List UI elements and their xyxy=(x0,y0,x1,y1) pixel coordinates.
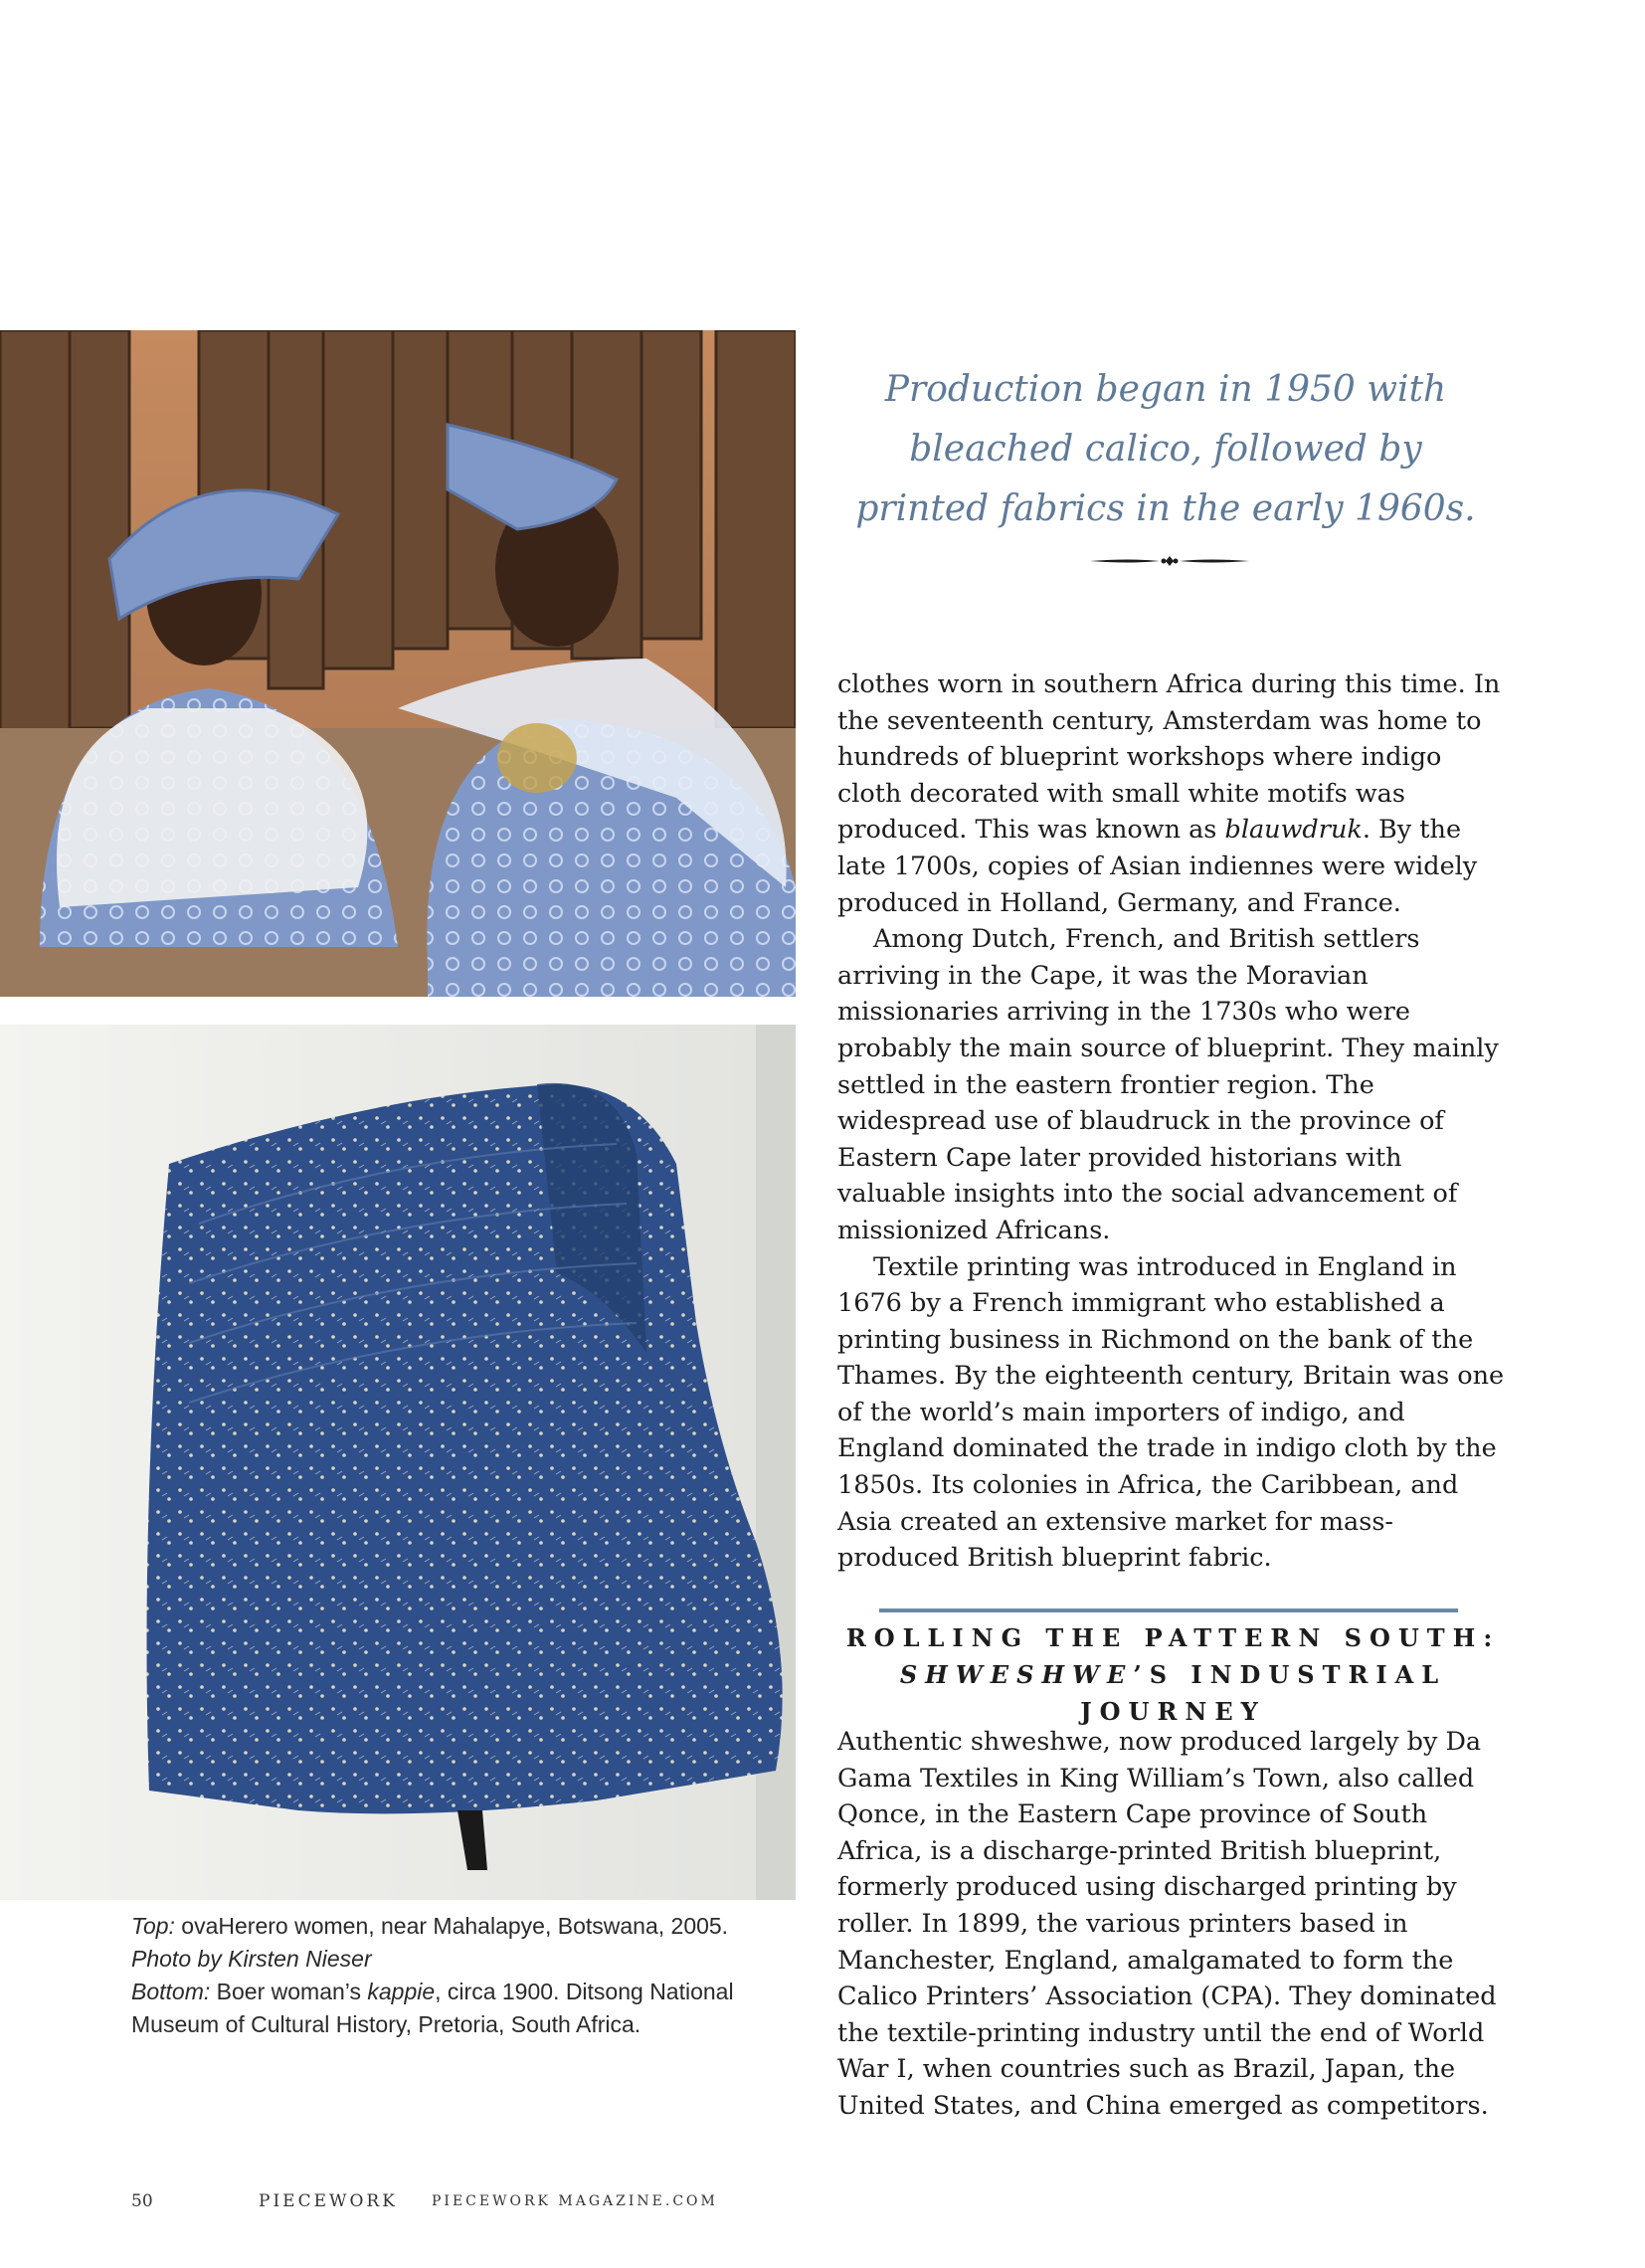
magazine-name: PIECEWORK xyxy=(259,2191,398,2211)
section-heading-line3: JOURNEY xyxy=(1080,1697,1266,1726)
caption-bottom-italic: kappie xyxy=(367,1979,436,2004)
caption-bottom-text-b: , circa 1900. Ditsong National Museum of Cultural History, Pretoria, South Africa. xyxy=(131,1979,734,2037)
paragraph: clothes worn in southern Africa during this time. In the seventeenth century, Amsterdam was home to hundreds of blueprint workshops where indigo cloth decorated with small white motifs was produced. This was known as blauwdruk. By the late 1700s, copies of Asian indiennes were widely produced in Holland, Germany, and France. xyxy=(837,669,1501,918)
article-body-upper xyxy=(837,666,1509,1577)
pull-quote: Production began in 1950 with bleached calico, followed by printed fabrics in the early 1960s. xyxy=(855,369,1476,529)
paragraph: Authentic shweshwe, now produced largely by Da Gama Textiles in King William’s Town, also called Qonce, in the Eastern Cape province of South Africa, is a discharge-printed British blueprint, formerly produced using discharged printing by roller. In 1899, the various printers based in Manchester, England, amalgamated to form the Calico Printers’ Association (CPA). They dominated the textile-printing industry until the end of World War I, when countries such as Brazil, Japan, the United States, and China emerged as competitors. xyxy=(837,1727,1497,2121)
caption-top-text: ovaHerero women, near Mahalapye, Botswana, 2005. xyxy=(174,1913,729,1939)
ornament-divider xyxy=(1090,553,1249,569)
paragraph: Textile printing was introduced in England in 1676 by a French immigrant who established a printing business in Richmond on the bank of the Thames. By the eighteenth century, Britain was one of the world’s main importers of indigo, and England dominated the trade in indigo cloth by the 1850s. Its colonies in Africa, the Caribbean, and Asia created an extensive market for mass-produced British blueprint fabric. xyxy=(837,1251,1505,1574)
caption-bottom-text-a: Boer woman’s xyxy=(210,1979,368,2004)
caption-top-label: Top: xyxy=(131,1913,175,1939)
article-body-lower xyxy=(837,1724,1509,2125)
section-heading-italic: SHWESHWE xyxy=(899,1660,1134,1689)
paragraph: Among Dutch, French, and British settlers arriving in the Cape, it was the Moravian missionaries arriving in the 1730s who were probably the main source of blueprint. They mainly settled in the eastern frontier region. The widespread use of blaudruck in the province of Eastern Cape later provided historians with valuable insights into the social advancement of missionized Africans. xyxy=(837,924,1499,1245)
section-rule xyxy=(879,1608,1458,1612)
section-heading-line1: ROLLING THE PATTERN SOUTH: xyxy=(845,1623,1501,1652)
section-heading-line2: ’S INDUSTRIAL xyxy=(1133,1660,1447,1689)
page-number: 50 xyxy=(131,2191,153,2211)
photo-ovaherero-women xyxy=(0,330,796,997)
caption-top-credit: Photo by Kirsten Nieser xyxy=(131,1946,372,1972)
section-heading xyxy=(837,1619,1509,1730)
photo-kappie-bonnet xyxy=(0,1025,796,1900)
photo-caption xyxy=(131,1910,788,2041)
caption-bottom-label: Bottom: xyxy=(131,1979,211,2004)
magazine-url: PIECEWORK MAGAZINE.COM xyxy=(432,2193,718,2209)
